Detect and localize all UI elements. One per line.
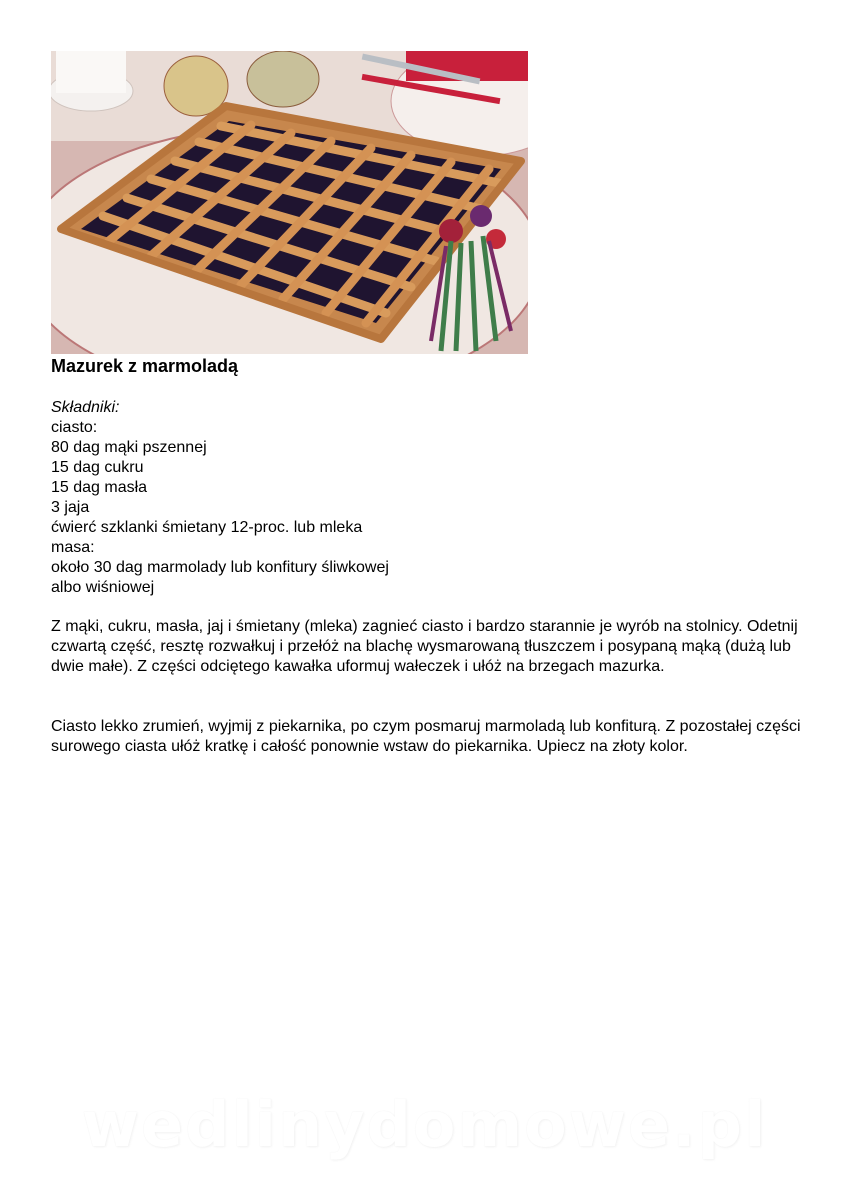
ingredient-item: ćwierć szklanki śmietany 12-proc. lub mleka — [51, 519, 363, 536]
recipe-title: Mazurek z marmoladą — [51, 356, 239, 376]
recipe-photo — [51, 51, 528, 354]
ingredient-item: masa: — [51, 539, 95, 556]
ingredients-label: Składniki: — [51, 399, 120, 416]
ingredients-list — [51, 398, 389, 598]
tart-illustration — [51, 51, 528, 354]
ingredient-item: albo wiśniowej — [51, 579, 155, 596]
ingredient-item: 15 dag masła — [51, 479, 148, 496]
ingredient-item: 15 dag cukru — [51, 459, 144, 476]
ingredient-item: około 30 dag marmolady lub konfitury śliwkowej — [51, 559, 389, 576]
ingredient-item: 3 jaja — [51, 499, 90, 516]
instructions-paragraph-1: Z mąki, cukru, masła, jaj i śmietany (mleka) zagnieć ciasto i bardzo starannie je wyrób na stolnicy. Odetnij czwartą część, resztę rozwałkuj i przełóż na blachę wysmarowaną tłuszczem i posypaną mąką (dużą lub dwie małe). Z części odciętego kawałka uformuj wałeczek i ułóż na brzegach mazurka. — [51, 618, 798, 675]
ingredient-item: 80 dag mąki pszennej — [51, 439, 207, 456]
watermark: wedlinydomowe.pl — [81, 1088, 768, 1161]
ingredient-item: ciasto: — [51, 419, 98, 436]
instructions-paragraph-2: Ciasto lekko zrumień, wyjmij z piekarnika, po czym posmaruj marmoladą lub konfiturą. Z pozostałej części surowego ciasta ułóż kratkę i całość ponownie wstaw do piekarnika. Upiecz na złoty kolor. — [51, 718, 801, 755]
